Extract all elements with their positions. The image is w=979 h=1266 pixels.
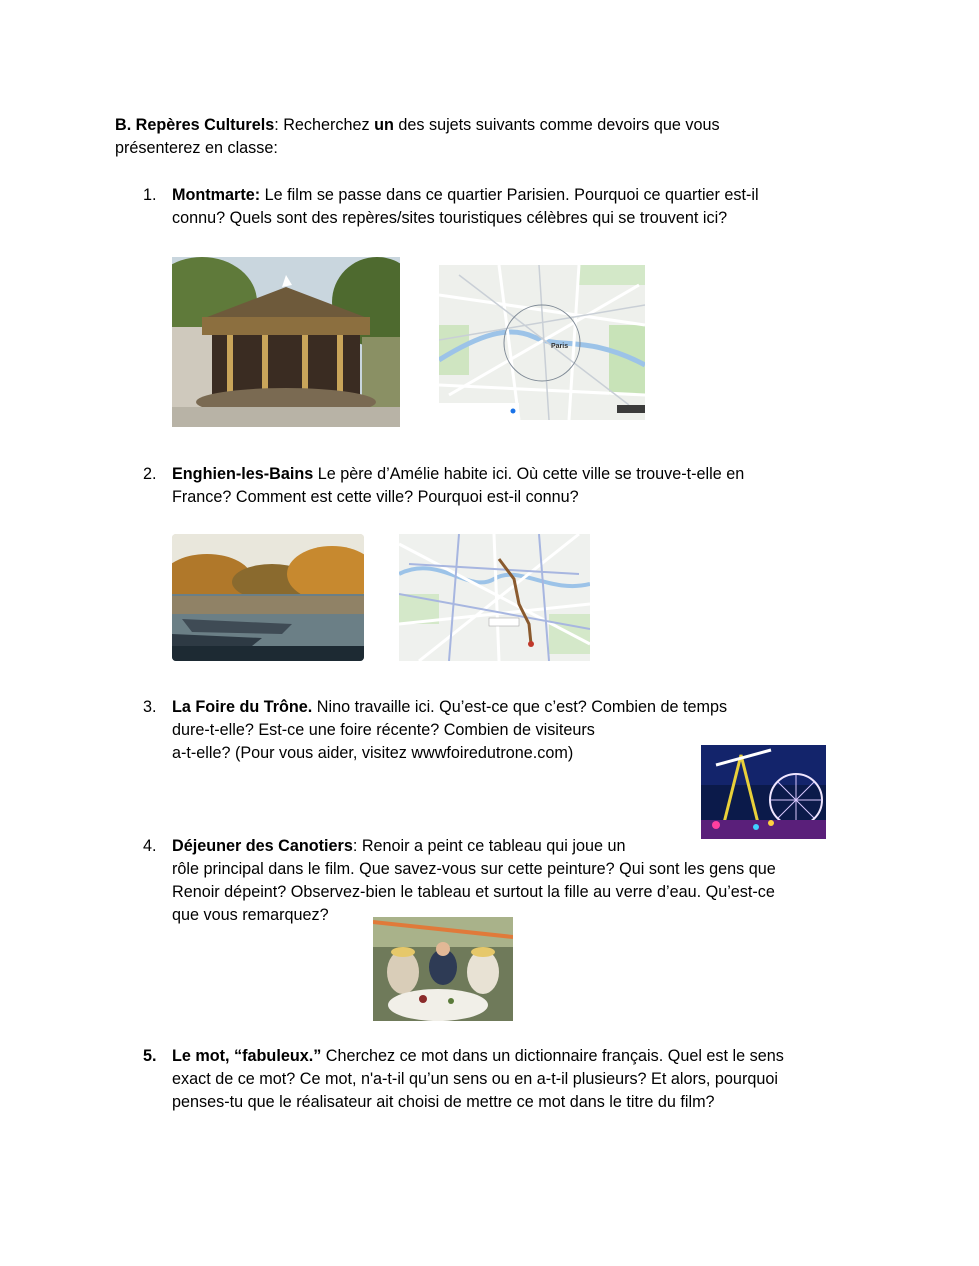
fair-photo <box>701 745 826 839</box>
item-title: Enghien-les-Bains <box>172 465 314 483</box>
item-number: 2. <box>143 465 157 483</box>
item-dejeuner-canotiers: Déjeuner des Canotiers: Renoir a peint ce tableau qui joue un rôle principal dans le film. Que savez-vous sur cette peinture? Qui sont les gens que Renoir dépeint? Observez-bien le tableau et surtout la fille au verre d’eau. Qu’est-ce que vous remarquez? <box>172 837 776 924</box>
item-title: La Foire du Trône. <box>172 698 313 716</box>
item-number: 3. <box>143 698 157 716</box>
item-enghien: Enghien-les-Bains Le père d’Amélie habite ici. Où cette ville se trouve-t-elle en France? Comment est cette ville? Pourquoi est-il connu? <box>172 465 745 506</box>
renoir-painting <box>373 917 513 1021</box>
item-title: Déjeuner des Canotiers <box>172 837 353 855</box>
item-number: 4. <box>143 837 157 855</box>
carousel-photo <box>172 257 400 427</box>
paris-map <box>439 265 645 420</box>
section-heading: B. Repères Culturels <box>115 116 275 134</box>
item-number: 5. <box>143 1047 157 1065</box>
lake-photo <box>172 534 364 661</box>
item-foire-du-trone: La Foire du Trône. Nino travaille ici. Qu’est-ce que c’est? Combien de temps dure-t-elle? Est-ce une foire récente? Combien de visiteurs a-t-elle? (Pour vous aider, visitez wwwfoiredutrone.com) <box>172 698 728 762</box>
intro-paragraph: B. Repères Culturels: Recherchez un des sujets suivants comme devoirs que vous présenterez en classe: <box>115 116 720 157</box>
map-label: Paris <box>551 343 569 350</box>
item-montmarte: Montmarte: Le film se passe dans ce quartier Parisien. Pourquoi ce quartier est-il connu? Quels sont des repères/sites touristiques célèbres qui se trouvent ici? <box>172 186 759 227</box>
enghien-route-map <box>399 534 590 661</box>
item-number: 1. <box>143 186 157 204</box>
item-title: Le mot, “fabuleux.” <box>172 1047 322 1065</box>
item-fabuleux: Le mot, “fabuleux.” Cherchez ce mot dans un dictionnaire français. Quel est le sens exact de ce mot? Ce mot, n'a-t-il qu’un sens ou en a-t-il plusieurs? Et alors, pourquoi penses-tu que le réalisateur ait choisi de mettre ce mot dans le titre du film? <box>172 1047 784 1111</box>
item-title: Montmarte: <box>172 186 261 204</box>
